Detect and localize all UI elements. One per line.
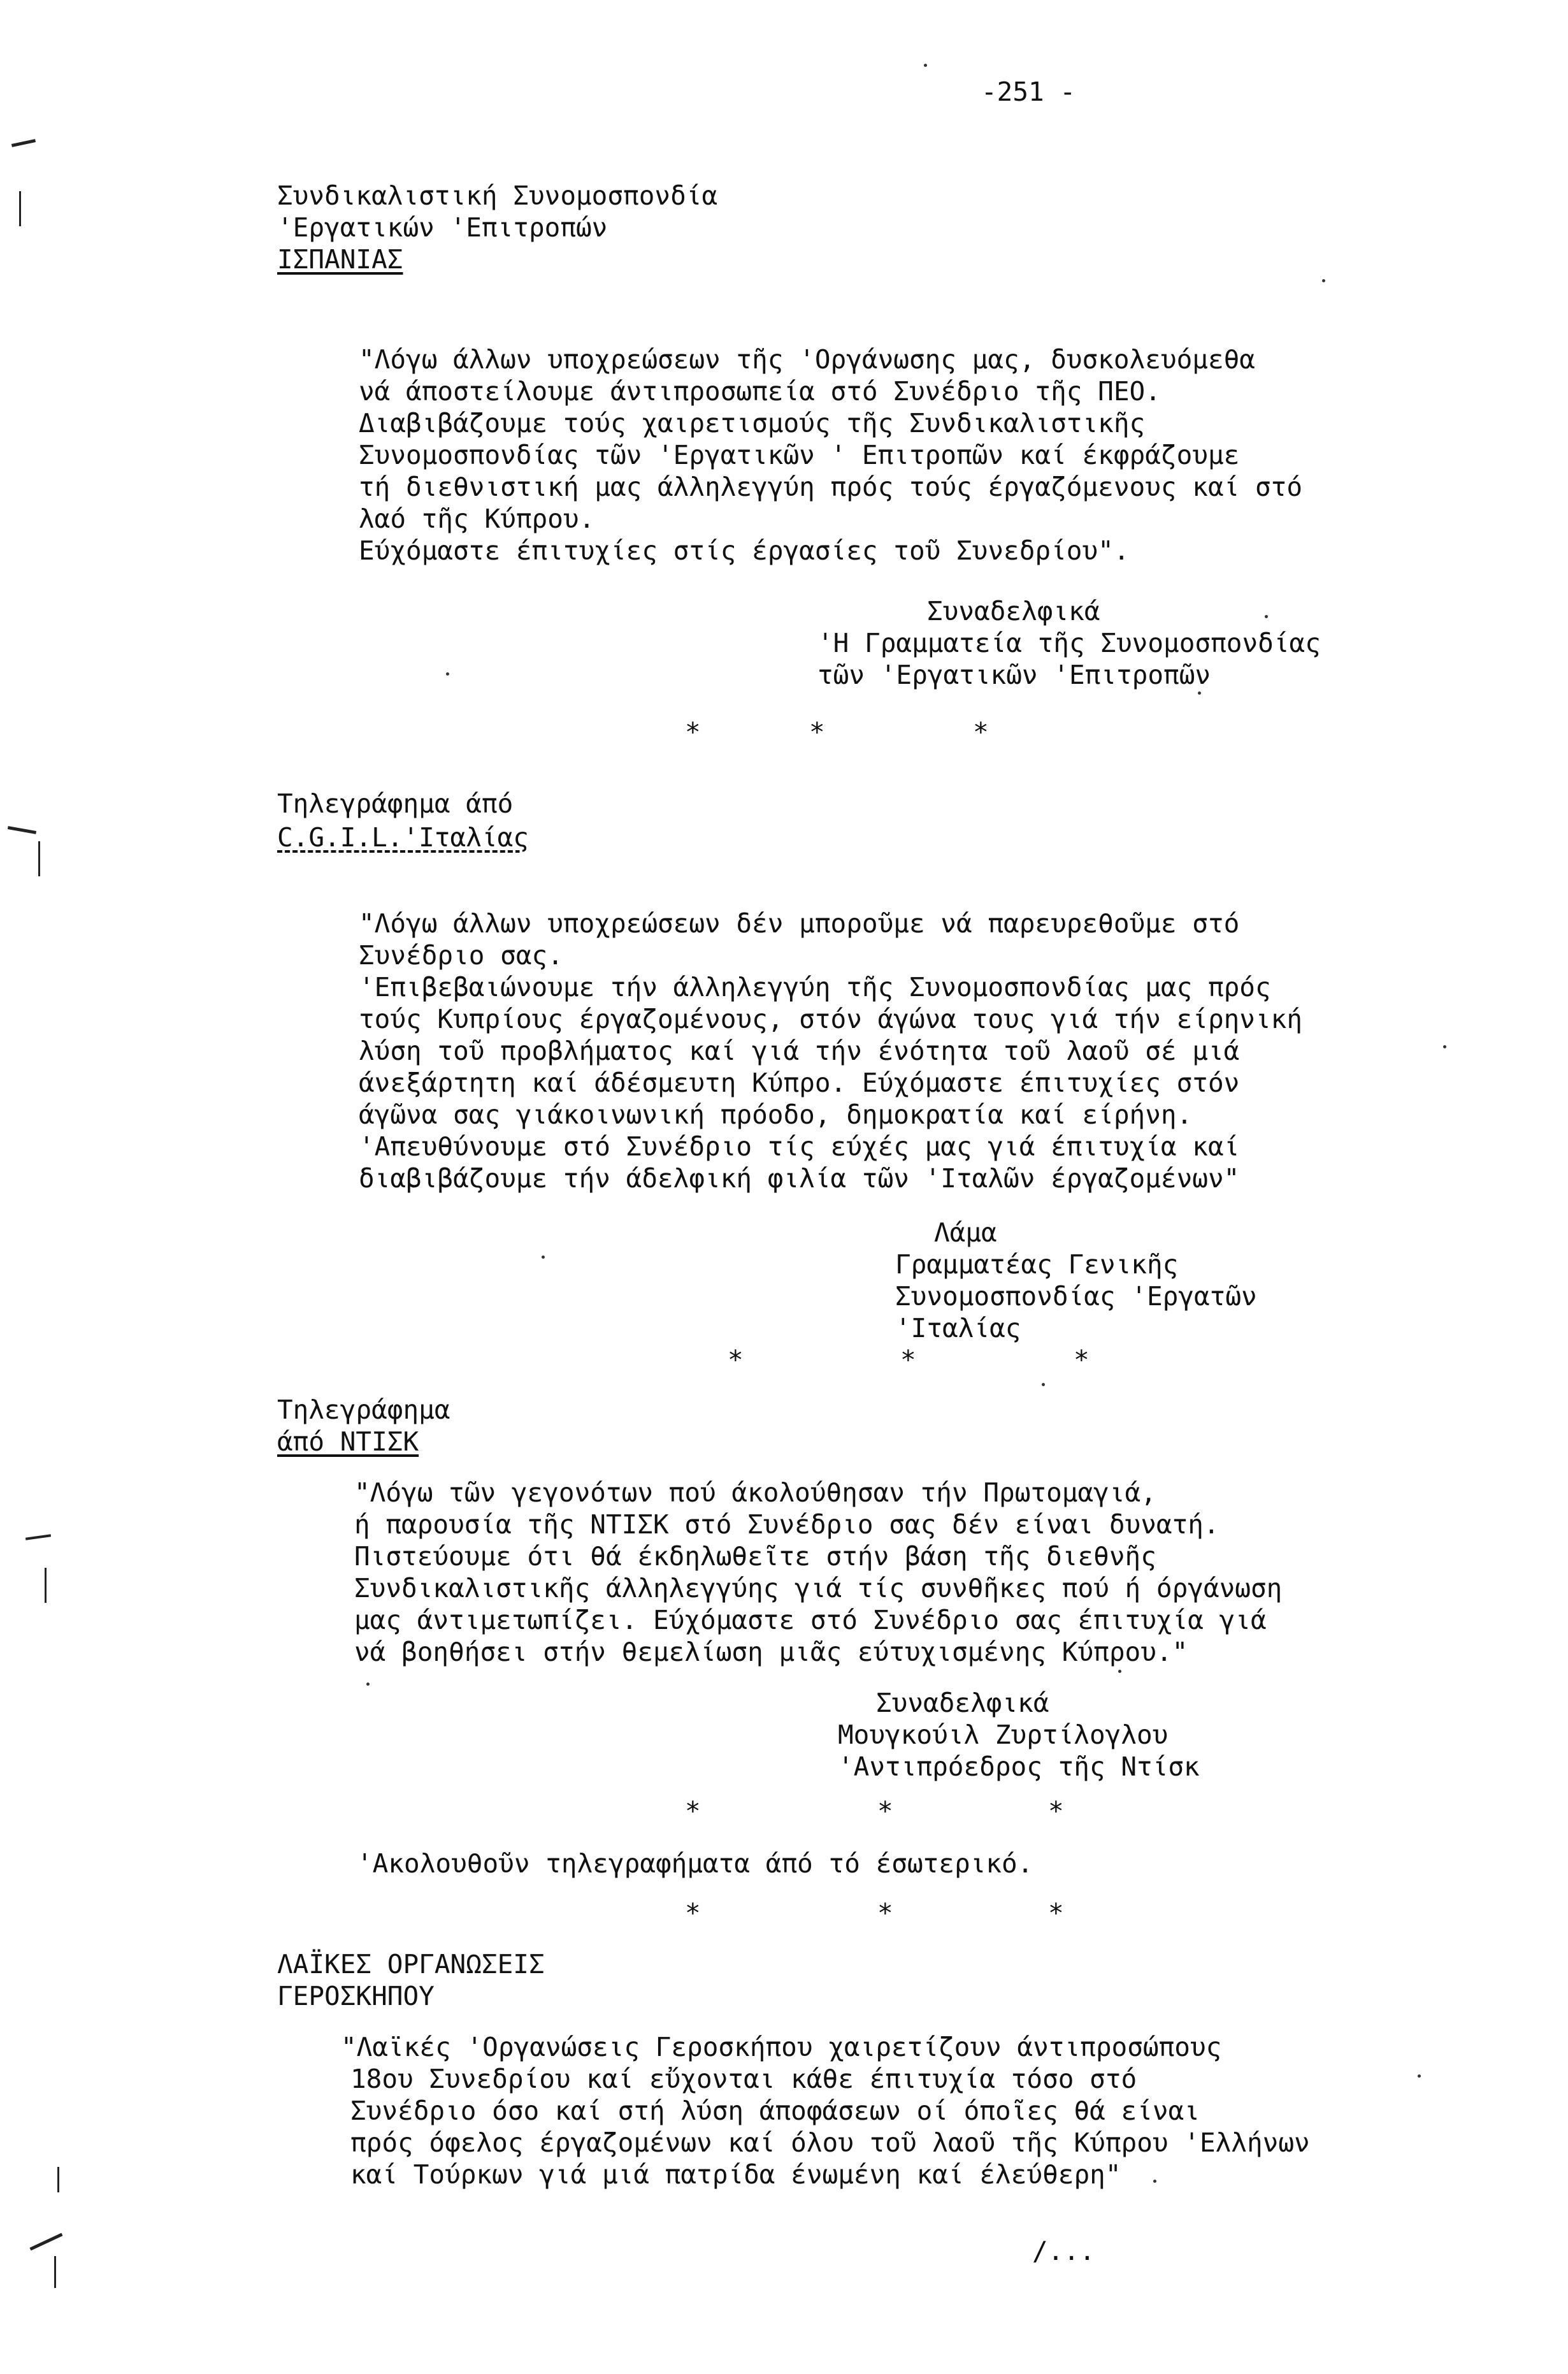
sender-line-1: Συνδικαλιστική Συνομοσπονδία	[277, 180, 718, 211]
page-number: -251 -	[981, 76, 1076, 107]
signature-line: Συναδελφικά	[876, 1688, 1049, 1718]
message-line: λαό τῆς Κύπρου.	[359, 503, 595, 534]
signature-line: Συνομοσπονδίας 'Εργατῶν	[895, 1281, 1257, 1312]
separator-star: *	[900, 1345, 916, 1375]
separator-star: *	[877, 1796, 893, 1827]
message-line: πρός όφελος έργαζομένων καί όλου τοῦ λαοῦ τῆς Κύπρου 'Ελλήνων	[350, 2127, 1310, 2158]
message-line: "Λόγω τῶν γεγονότων πού άκολούθησαν τήν Πρωτομαγιά,	[354, 1477, 1156, 1508]
signature-line: Γραμματέας Γενικῆς	[895, 1249, 1179, 1280]
signature-line: Λάμα	[934, 1217, 997, 1248]
message-line: "Λόγω άλλων υποχρεώσεων δέν μποροῦμε νά παρευρεθοῦμε στό	[359, 908, 1240, 939]
message-line: διαβιβάζουμε τήν άδελφική φιλία τῶν 'Ιταλῶν έργαζομένων"	[359, 1163, 1240, 1194]
separator-star: *	[973, 717, 989, 748]
sender-line-1: ΛΑΪΚΕΣ ΟΡΓΑΝΩΣΕΙΣ	[277, 1949, 545, 1980]
sender-line-1: Τηλεγράφημα	[277, 1394, 450, 1425]
signature-line: 'Αντιπρόεδρος τῆς Ντίσκ	[838, 1751, 1200, 1782]
signature-line: Συναδελφικά	[927, 596, 1100, 626]
signature-line: Μουγκούιλ Ζυρτίλογλου	[838, 1719, 1169, 1750]
message-line: 18ου Συνεδρίου καί εὔχονται κάθε έπιτυχία τόσο στό	[350, 2064, 1137, 2094]
sender-line-2: ΓΕΡΟΣΚΗΠΟΥ	[277, 1981, 435, 2011]
message-line: λύση τοῦ προβλήματος καί γιά τήν ένότητα τοῦ λαοῦ σέ μιά	[359, 1036, 1240, 1066]
separator-star: *	[1048, 1796, 1064, 1827]
signature-line: 'Η Γραμματεία τῆς Συνομοσπονδίας	[817, 628, 1321, 658]
message-line: Εύχόμαστε έπιτυχίες στίς έργασίες τοῦ Συνεδρίου".	[359, 535, 1130, 566]
signature-line: 'Ιταλίας	[895, 1313, 1021, 1343]
separator-star: *	[728, 1345, 744, 1375]
separator-star: *	[685, 1796, 701, 1827]
message-line: νά βοηθήσει στήν θεμελίωση μιᾶς εύτυχισμένης Κύπρου."	[354, 1637, 1188, 1667]
message-line: άγῶνα σας γιάκοινωνική πρόοδο, δημοκρατία καί είρήνη.	[359, 1099, 1193, 1130]
message-line: ή παρουσία τῆς ΝΤΙΣΚ στό Συνέδριο σας δέν είναι δυνατή.	[354, 1509, 1219, 1540]
message-line: Πιστεύουμε ότι θά έκδηλωθεῖτε στήν βάση τῆς διεθνῆς	[354, 1541, 1156, 1572]
sender-line-2: άπό ΝΤΙΣΚ	[277, 1426, 419, 1457]
message-line: "Λόγω άλλων υποχρεώσεων τῆς 'Οργάνωσης μας, δυσκολευόμεθα	[359, 344, 1255, 375]
message-line: Διαβιβάζουμε τούς χαιρετισμούς τῆς Συνδικαλιστικῆς	[359, 408, 1146, 438]
message-line: Συνέδριο όσο καί στή λύση άποφάσεων οί όποῖες θά είναι	[350, 2095, 1200, 2126]
signature-line: τῶν 'Εργατικῶν 'Επιτροπῶν	[817, 660, 1211, 690]
message-line: τούς Κυπρίους έργαζομένους, στόν άγώνα τους γιά τήν είρηνική	[359, 1004, 1303, 1034]
separator-star: *	[1048, 1898, 1064, 1929]
separator-star: *	[1074, 1345, 1090, 1375]
separator-star: *	[685, 717, 701, 748]
message-line: 'Επιβεβαιώνουμε τήν άλληλεγγύη τῆς Συνομοσπονδίας μας πρός	[359, 972, 1271, 1002]
message-line: άνεξάρτητη καί άδέσμευτη Κύπρο. Εύχόμαστε έπιτυχίες στόν	[359, 1068, 1240, 1098]
message-line: τή διεθνιστική μας άλληλεγγύη πρός τούς έργαζόμενους καί στό	[359, 472, 1303, 502]
message-line: Συνδικαλιστικῆς άλληλεγγύης γιά τίς συνθῆκες πού ή όργάνωση	[354, 1573, 1283, 1603]
sender-country: ΙΣΠΑΝΙΑΣ	[277, 244, 403, 275]
sender-line-1: Τηλεγράφημα άπό	[277, 788, 514, 819]
message-line: καί Τούρκων γιά μιά πατρίδα ένωμένη καί έλεύθερη"	[350, 2159, 1121, 2190]
continuation-mark: /...	[1032, 2236, 1095, 2266]
sender-line-2: C.G.I.L.'Ιταλίας	[277, 822, 529, 853]
message-line: Συνέδριο σας.	[359, 940, 563, 971]
message-line: Συνομοσπονδίας τῶν 'Εργατικῶν ' Επιτροπῶν καί έκφράζουμε	[359, 440, 1240, 470]
sender-line-2: 'Εργατικών 'Επιτροπών	[277, 212, 608, 243]
message-line: "Λαϊκές 'Οργανώσεις Γεροσκήπου χαιρετίζουν άντιπροσώπους	[341, 2032, 1222, 2062]
domestic-telegrams-note: 'Ακολουθοῦν τηλεγραφήματα άπό τό έσωτερικό.	[357, 1848, 1033, 1879]
separator-star: *	[877, 1898, 893, 1929]
message-line: μας άντιμετωπίζει. Εύχόμαστε στό Συνέδριο σας έπιτυχία γιά	[354, 1605, 1267, 1635]
message-line: νά άποστείλουμε άντιπροσωπεία στό Συνέδριο τῆς ΠΕΟ.	[359, 376, 1161, 407]
separator-star: *	[685, 1898, 701, 1929]
message-line: 'Απευθύνουμε στό Συνέδριο τίς εύχές μας γιά έπιτυχία καί	[359, 1131, 1240, 1162]
separator-star: *	[809, 717, 825, 748]
